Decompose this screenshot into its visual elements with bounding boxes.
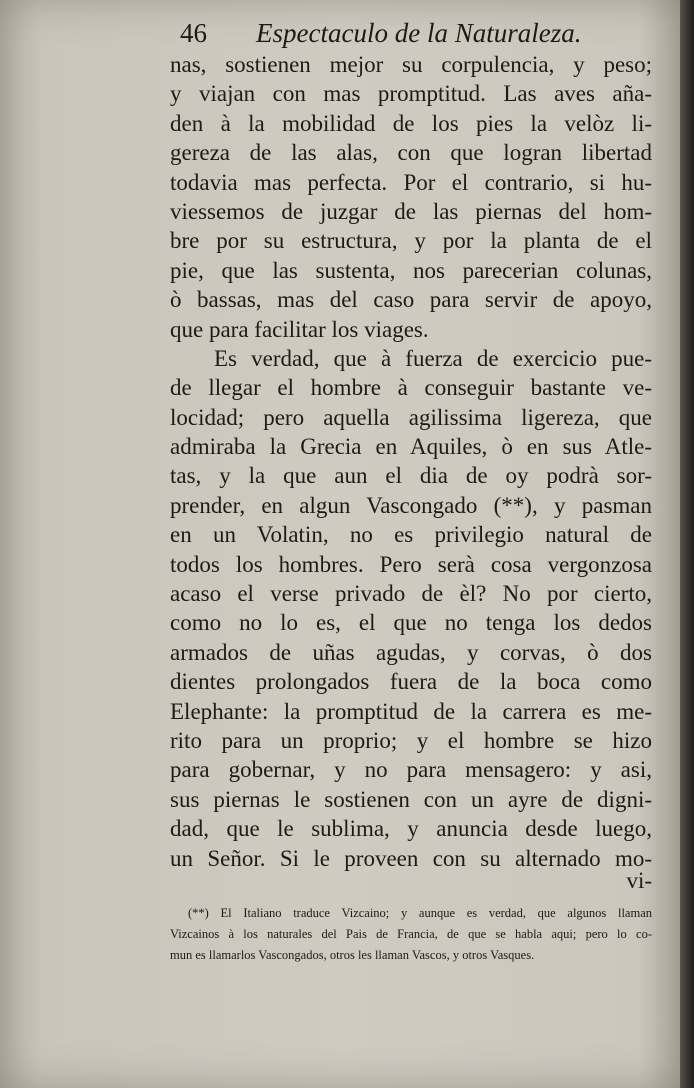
text-line: para gobernar, y no para mensagero: y asi, bbox=[170, 757, 652, 783]
text-line: admiraba la Grecia en Aquiles, ò en sus Atle- bbox=[170, 434, 652, 460]
text-line: pie, que las sustenta, nos parecerian colunas, bbox=[170, 257, 652, 283]
text-line: de llegar el hombre à conseguir bastante ve- bbox=[170, 375, 652, 401]
footnote-line: (**) El Italiano traduce Vizcaino; y aunque es verdad, que algunos llaman bbox=[188, 906, 652, 920]
text-line: viessemos de juzgar de las piernas del hom- bbox=[170, 198, 652, 224]
page-number: 46 bbox=[180, 18, 207, 48]
running-title: Espectaculo de la Naturaleza. bbox=[256, 18, 582, 48]
text-line: dad, que le sublima, y anuncia desde luego, bbox=[170, 816, 652, 842]
text-line: gereza de las alas, con que logran libertad bbox=[170, 140, 652, 166]
page-edge bbox=[680, 0, 694, 1088]
text-line: prender, en algun Vascongado (**), y pasman bbox=[170, 492, 652, 518]
footnote-line: mun es llamarlos Vascongados, otros les llaman Vascos, y otros Vasques. bbox=[170, 948, 535, 962]
text-line: ò bassas, mas del caso para servir de apoyo, bbox=[170, 287, 652, 313]
text-line: locidad; pero aquella agilissima ligereza, que bbox=[170, 404, 652, 430]
text-line: acaso el verse privado de èl? No por cierto, bbox=[170, 581, 652, 607]
text-line: un Señor. Si le proveen con su alternado mo- bbox=[170, 845, 652, 871]
text-line: en un Volatin, no es privilegio natural de bbox=[170, 522, 652, 548]
text-line: armados de uñas agudas, y corvas, ò dos bbox=[170, 639, 652, 665]
text-line: sus piernas le sostienen con un ayre de digni- bbox=[170, 786, 652, 812]
text-line: todos los hombres. Pero serà cosa vergonzosa bbox=[170, 551, 652, 577]
paragraph-start-line: Es verdad, que à fuerza de exercicio pue- bbox=[214, 345, 652, 371]
text-line: den à la mobilidad de los pies la velòz li- bbox=[170, 110, 652, 136]
text-line: Elephante: la promptitud de la carrera es me- bbox=[170, 698, 652, 724]
text-line: nas, sostienen mejor su corpulencia, y peso; bbox=[170, 52, 652, 77]
catchword: vi- bbox=[626, 868, 652, 893]
text-line: como no lo es, el que no tenga los dedos bbox=[170, 610, 652, 636]
footnote-line: Vizcainos à los naturales del Pais de Francia, de que se habla aqui; pero lo co- bbox=[170, 927, 652, 941]
text-line: todavia mas perfecta. Por el contrario, si hu- bbox=[170, 169, 652, 195]
page-header bbox=[0, 14, 680, 54]
text-line: dientes prolongados fuera de la boca como bbox=[170, 669, 652, 695]
text-line: y viajan con mas promptitud. Las aves aña- bbox=[170, 81, 652, 107]
text-line: rito para un proprio; y el hombre se hizo bbox=[170, 727, 652, 753]
text-line: bre por su estructura, y por la planta de el bbox=[170, 228, 652, 254]
footnote bbox=[170, 903, 652, 966]
body-text bbox=[170, 50, 652, 873]
text-line: que para facilitar los viages. bbox=[170, 316, 429, 342]
text-line: tas, y la que aun el dia de oy podrà sor- bbox=[170, 463, 652, 489]
